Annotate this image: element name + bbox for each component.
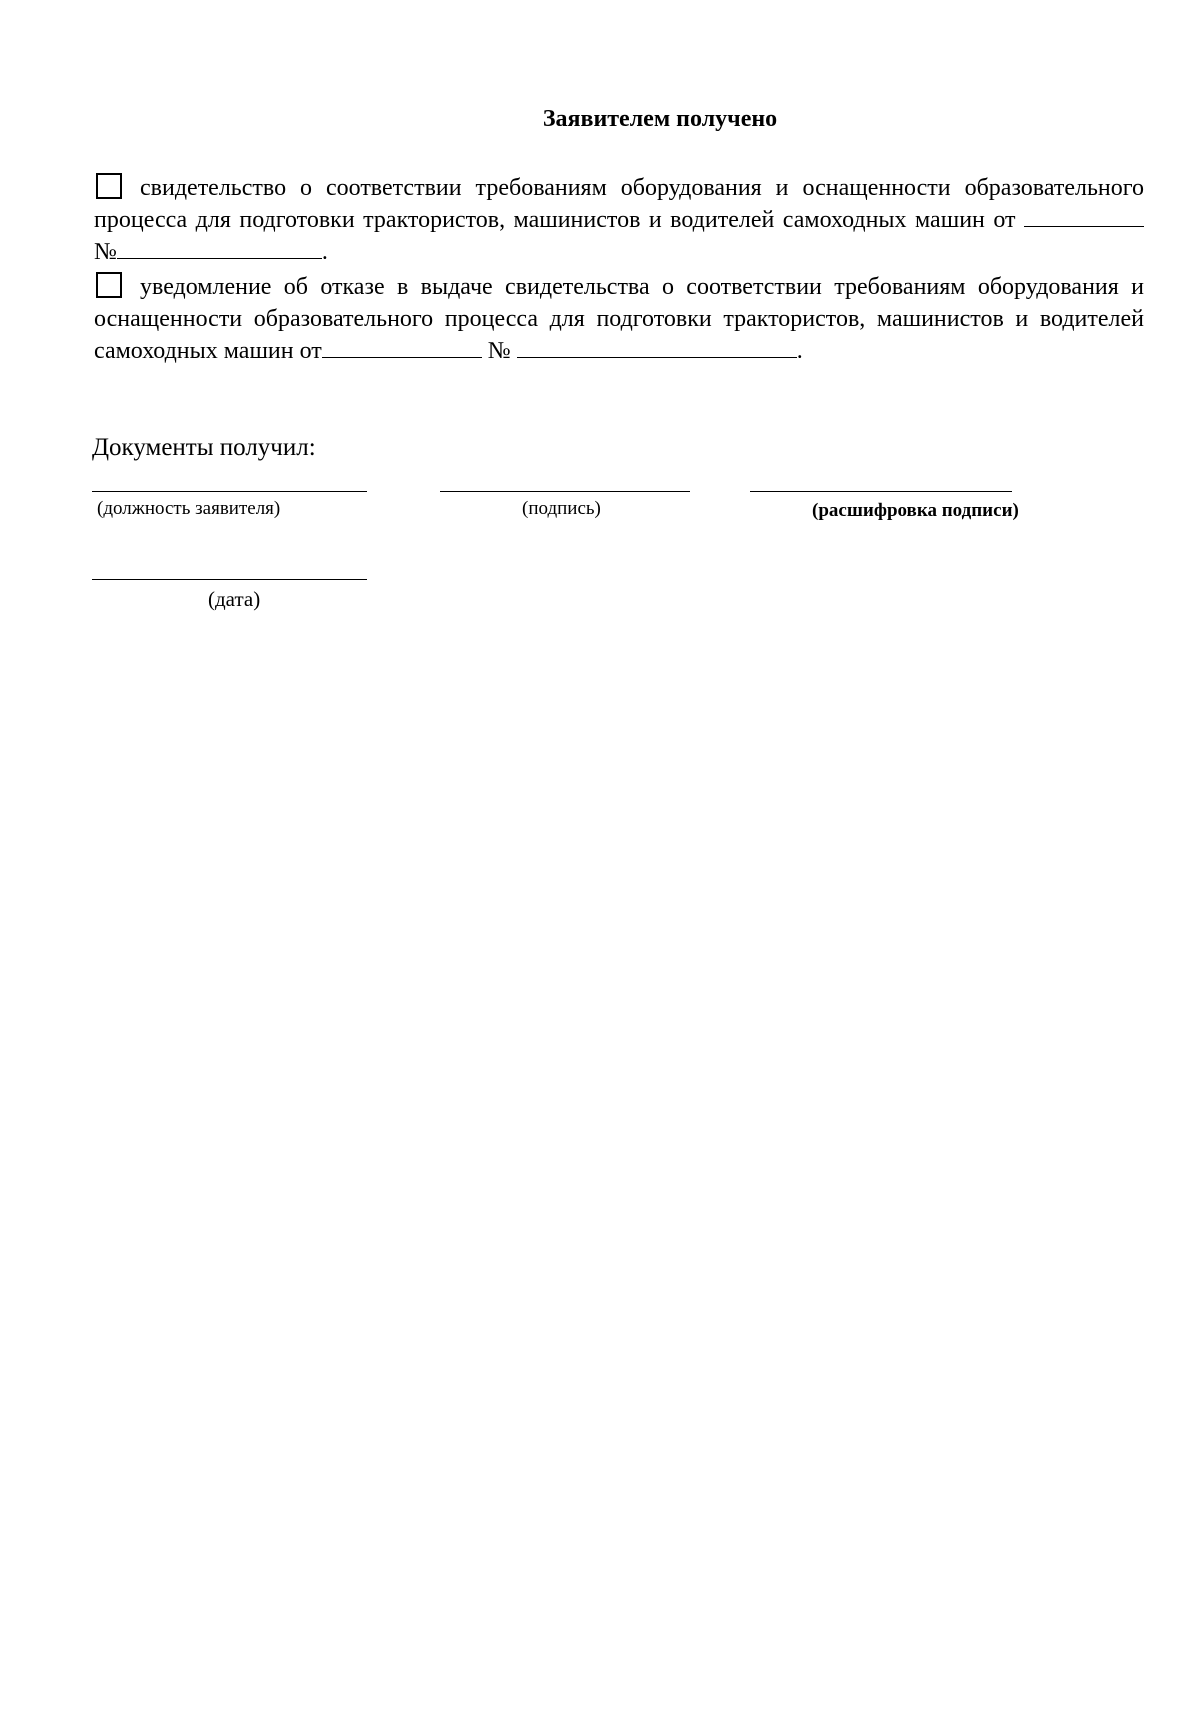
certificate-number-sign: № (94, 239, 117, 265)
signature-caption: (подпись) (522, 498, 601, 519)
position-caption: (должность заявителя) (97, 498, 281, 519)
option-certificate (94, 172, 1144, 268)
refusal-checkbox[interactable] (96, 272, 122, 298)
refusal-end-punct: . (796, 338, 803, 364)
signature-line[interactable] (440, 491, 690, 492)
decryption-caption: (расшифровка подписи) (812, 500, 1019, 521)
refusal-number-field[interactable] (517, 337, 797, 358)
date-caption: (дата) (208, 587, 261, 611)
refusal-number-sign: № (487, 338, 511, 364)
certificate-date-field[interactable] (1024, 206, 1144, 227)
document-title: Заявителем получено (542, 106, 778, 132)
refusal-date-field[interactable] (322, 337, 482, 358)
certificate-text: свидетельство о соответствии требованиям оборудования и оснащенности образовательного процесса для подготовки трактористов, машинистов и водителей самоходных машин от (94, 175, 1144, 233)
date-line[interactable] (92, 579, 367, 580)
refusal-text: уведомление об отказе в выдаче свидетельства о соответствии требованиям оборудования и оснащенности образовательного процесса для подготовки трактористов, машинистов и водителей самоходных машин от (94, 274, 1144, 364)
decryption-line[interactable] (750, 491, 1012, 492)
certificate-end-punct: . (321, 239, 328, 265)
certificate-checkbox[interactable] (96, 173, 122, 199)
documents-received-label: Документы получил: (92, 434, 316, 461)
position-line[interactable] (92, 491, 367, 492)
option-refusal (94, 271, 1144, 367)
certificate-number-field[interactable] (117, 238, 322, 259)
